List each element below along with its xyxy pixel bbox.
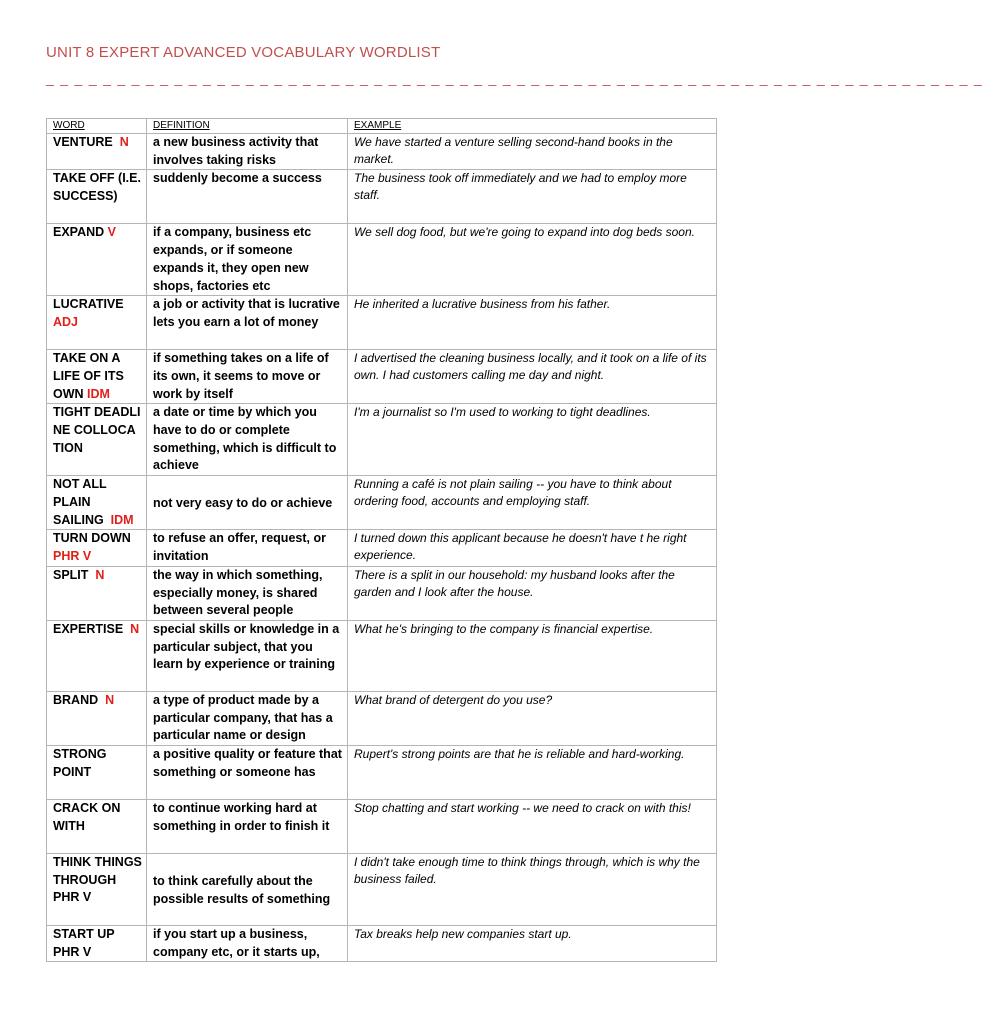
word-cell (47, 566, 147, 620)
word-text: THINK THINGS THROUGH PHR V (53, 855, 142, 905)
word-cell (47, 530, 147, 566)
table-row (47, 566, 717, 620)
word-text: BRAND (53, 692, 99, 707)
example-cell: Running a café is not plain sailing -- you have to think about ordering food, accounts and employing staff. (348, 476, 717, 530)
definition-cell: a date or time by which you have to do or complete something, which is difficult to achieve (147, 404, 348, 476)
example-cell: Rupert's strong points are that he is reliable and hard-working. (348, 746, 717, 800)
word-text: NOT ALL PLAIN SAILING (53, 477, 107, 527)
word-type-tag: N (130, 621, 140, 636)
word-cell (47, 691, 147, 745)
example-cell: We sell dog food, but we're going to expand into dog beds soon. (348, 224, 717, 296)
word-cell (47, 350, 147, 404)
word-text: START UP PHR V (53, 927, 115, 959)
example-cell: We have started a venture selling second-hand books in the market. (348, 134, 717, 170)
table-row (47, 350, 717, 404)
word-type-tag: V (107, 225, 116, 240)
table-row (47, 746, 717, 800)
word-type-tag: PHR V (53, 549, 92, 564)
table-row (47, 134, 717, 170)
example-cell: He inherited a lucrative business from his father. (348, 296, 717, 350)
definition-cell: the way in which something, especially money, is shared between several people (147, 566, 348, 620)
word-text: CRACK ON WITH (53, 801, 121, 833)
definition-cell: suddenly become a success (147, 170, 348, 224)
word-cell (47, 926, 147, 962)
word-text: LUCRATIVE (53, 297, 124, 312)
example-cell: What he's bringing to the company is financial expertise. (348, 620, 717, 691)
word-text: TURN DOWN (53, 531, 131, 546)
word-text: TIGHT DEADLINE COLLOCATION (53, 405, 141, 455)
word-text: SPLIT (53, 567, 89, 582)
word-text: STRONG POINT (53, 747, 107, 779)
word-type-tag: ADJ (53, 314, 79, 329)
word-type-tag: N (95, 567, 105, 582)
word-cell (47, 620, 147, 691)
table-row (47, 170, 717, 224)
word-cell (47, 404, 147, 476)
header-word: WORD (47, 119, 147, 134)
word-cell (47, 134, 147, 170)
table-row (47, 691, 717, 745)
word-text: VENTURE (53, 135, 113, 149)
table-row (47, 476, 717, 530)
table-row (47, 224, 717, 296)
word-text: EXPAND (53, 225, 105, 240)
word-text: EXPERTISE (53, 621, 124, 636)
document-title: UNIT 8 EXPERT ADVANCED VOCABULARY WORDLIST (46, 44, 441, 61)
example-cell: There is a split in our household: my husband looks after the garden and I look after the house. (348, 566, 717, 620)
definition-cell: a job or activity that is lucrative lets you earn a lot of money (147, 296, 348, 350)
table-row (47, 926, 717, 962)
definition-cell: a positive quality or feature that something or someone has (147, 746, 348, 800)
word-type-tag: N (105, 692, 115, 707)
example-cell: I advertised the cleaning business locally, and it took on a life of its own. I had customers calling me day and night. (348, 350, 717, 404)
word-text: TAKE OFF (I.E. SUCCESS) (53, 171, 141, 204)
table-header-row (47, 119, 717, 134)
example-cell: I didn't take enough time to think things through, which is why the business failed. (348, 854, 717, 926)
example-cell: I turned down this applicant because he doesn't have t he right experience. (348, 530, 717, 566)
vocabulary-table (46, 118, 717, 962)
table-row (47, 404, 717, 476)
table-row (47, 620, 717, 691)
example-cell: Stop chatting and start working -- we need to crack on with this! (348, 800, 717, 854)
definition-cell: special skills or knowledge in a particular subject, that you learn by experience or training (147, 620, 348, 691)
definition-cell: if a company, business etc expands, or if someone expands it, they open new shops, factories etc (147, 224, 348, 296)
title-divider: _ _ _ _ _ _ _ _ _ _ _ _ _ _ _ _ _ _ _ _ _ _ _ _ _ _ _ _ _ _ _ _ _ _ _ _ _ _ _ _ _ _ _ _ _ _ _ _ _ _ _ _ _ _ _ _ _ _ _ _ _ _ _ _ _ _ (46, 70, 983, 86)
word-cell (47, 224, 147, 296)
word-type-tag: IDM (110, 512, 134, 527)
definition-cell: not very easy to do or achieve (147, 476, 348, 530)
definition-cell: to continue working hard at something in order to finish it (147, 800, 348, 854)
definition-cell: to refuse an offer, request, or invitation (147, 530, 348, 566)
definition-cell: if something takes on a life of its own, it seems to move or work by itself (147, 350, 348, 404)
definition-cell: a new business activity that involves taking risks (147, 134, 348, 170)
example-cell: The business took off immediately and we had to employ more staff. (348, 170, 717, 224)
definition-cell: a type of product made by a particular company, that has a particular name or design (147, 691, 348, 745)
word-cell (47, 476, 147, 530)
word-cell (47, 854, 147, 926)
header-definition: DEFINITION (147, 119, 348, 134)
word-text: TAKE ON A LIFE OF ITS OWN (53, 351, 124, 401)
definition-cell: if you start up a business, company etc, or it starts up, (147, 926, 348, 962)
word-cell (47, 296, 147, 350)
header-example: EXAMPLE (348, 119, 717, 134)
table-row (47, 296, 717, 350)
table-row (47, 854, 717, 926)
word-cell (47, 800, 147, 854)
definition-cell: to think carefully about the possible results of something (147, 854, 348, 926)
table-row (47, 800, 717, 854)
word-type-tag: N (119, 135, 129, 149)
word-cell (47, 170, 147, 224)
example-cell: What brand of detergent do you use? (348, 691, 717, 745)
example-cell: Tax breaks help new companies start up. (348, 926, 717, 962)
word-cell (47, 746, 147, 800)
word-type-tag: IDM (87, 386, 110, 401)
example-cell: I'm a journalist so I'm used to working to tight deadlines. (348, 404, 717, 476)
table-row (47, 530, 717, 566)
